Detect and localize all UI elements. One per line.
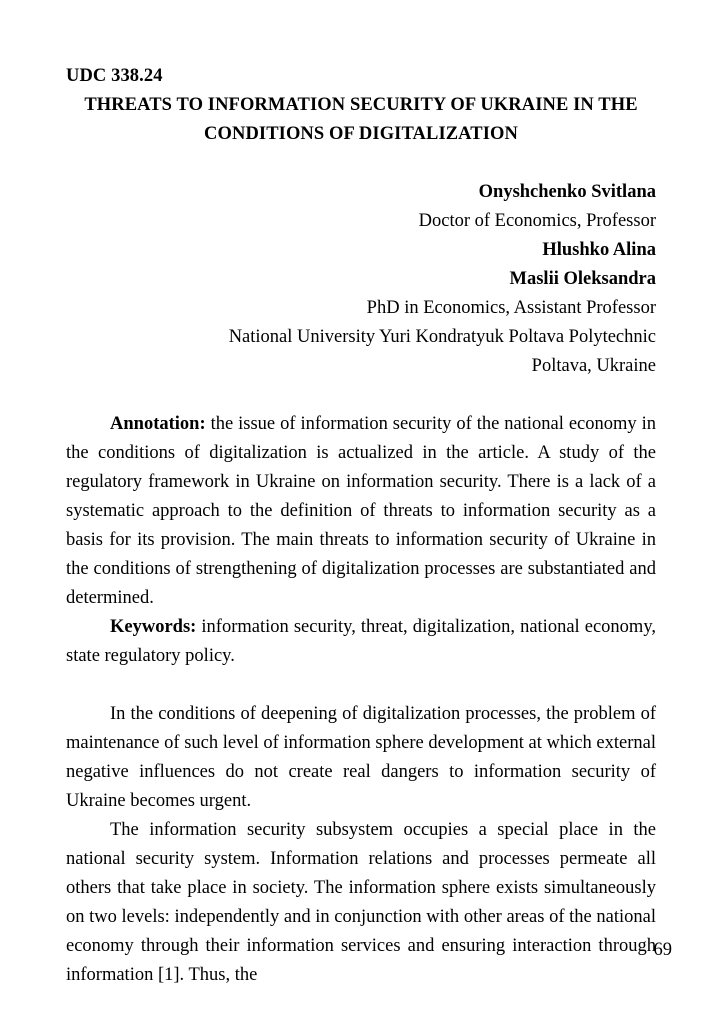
annotation-paragraph [66,410,656,613]
page-title-line-1: THREATS TO INFORMATION SECURITY OF UKRAINE IN THE [84,95,638,115]
keywords-body-spacer [66,671,656,700]
author-abstract-spacer [66,381,656,410]
author-block [66,178,656,381]
title-author-spacer [66,149,656,178]
keywords-text: information security, threat, digitalization, national economy, state regulatory policy. [66,617,656,666]
author-name-2: Hlushko Alina [542,240,656,260]
keywords-label: Keywords: [110,617,197,637]
author-affiliation-1: Doctor of Economics, Professor [418,211,656,231]
body-paragraph-1: In the conditions of deepening of digitalization processes, the problem of maintenance of such level of information sphere development at which external negative influences do not create real dangers to information security of Ukraine becomes urgent. [66,704,656,811]
page-title-line-2: CONDITIONS OF DIGITALIZATION [204,124,518,144]
annotation-label: Annotation: [110,414,206,434]
author-location: Poltava, Ukraine [531,356,656,376]
author-name-3: Maslii Oleksandra [509,269,656,289]
author-name-1: Onyshchenko Svitlana [478,182,656,202]
annotation-text: the issue of information security of the national economy in the conditions of digitalization is actualized in the article. A study of the regulatory framework in Ukraine on information security. There is a lack of a systematic approach to the definition of threats to information security as a basis for its provision. The main threats to information security of Ukraine in the conditions of strengthening of digitalization processes are substantiated and determined. [66,414,656,608]
udc-classification: UDC 338.24 [66,66,163,86]
page-number: 69 [653,940,672,960]
author-affiliation-2: PhD in Economics, Assistant Professor [366,298,656,318]
body-paragraph-2: The information security subsystem occupies a special place in the national security system. Information relations and processes permeate all others that take place in society. The information sphere exists simultaneously on two levels: independently and in conjunction with other areas of the national economy through their information services and ensuring interaction through information [1]. Thus, the [66,820,656,985]
author-institution: National University Yuri Kondratyuk Poltava Polytechnic [228,327,656,347]
page-text-block [66,62,656,990]
keywords-paragraph [66,613,656,671]
